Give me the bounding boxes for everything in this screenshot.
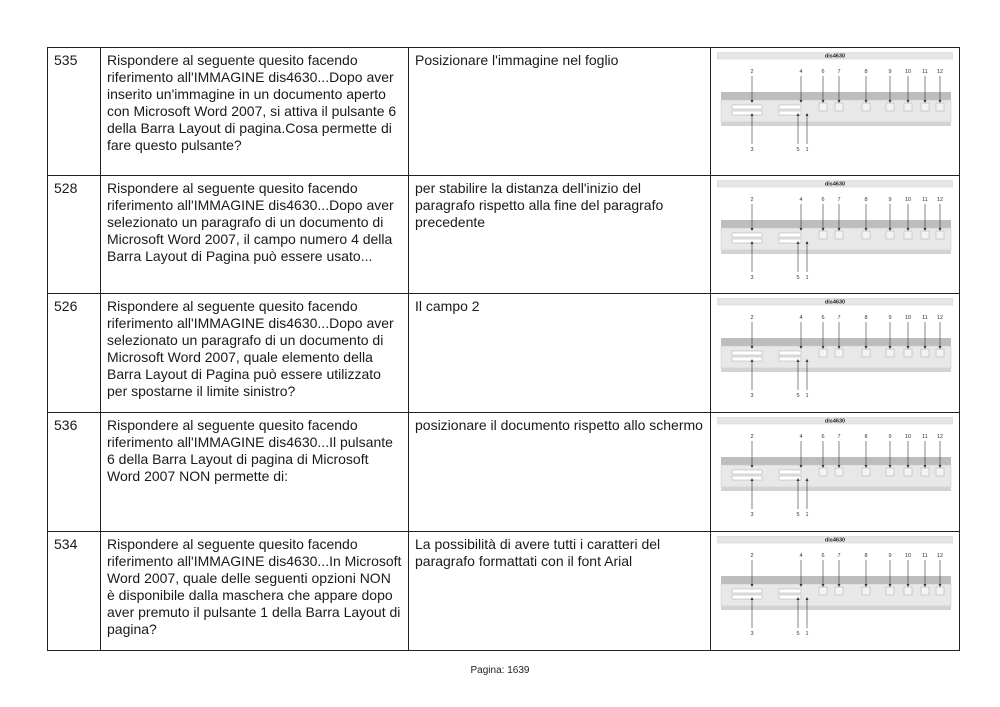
callout-number: 2 [750,553,754,559]
answer-cell [409,176,711,294]
callout-number: 3 [750,512,754,518]
figure-title: dis4630 [824,418,846,425]
figure-title: dis4630 [824,53,846,60]
callout-number: 12 [936,69,944,75]
figure-cell [711,532,960,651]
callout-number: 5 [796,393,800,399]
callout-number: 11 [922,315,928,321]
answer-cell [409,532,711,651]
callout-number: 6 [821,434,825,440]
callout-number: 10 [904,315,912,321]
callout-number: 3 [750,393,754,399]
layout-toolbar-diagram [717,298,953,404]
question-text: Rispondere al seguente quesito facendo riferimento all'IMMAGINE dis4630...Dopo aver inserito un'immagine in un documento aperto con Microsoft Word 2007, si attiva il pulsante 6 della Barra Layout di pagina.Cosa permette di fare questo pulsante? [107,52,397,153]
figure-cell [711,48,960,176]
layout-toolbar-diagram [717,417,953,523]
question-cell [101,413,409,532]
callout-number: 4 [799,553,803,559]
callout-number: 6 [821,69,825,75]
callout-number: 10 [904,434,912,440]
callout-number: 4 [799,197,803,203]
callout-number: 5 [796,147,800,153]
callout-number: 9 [888,315,892,321]
callout-number: 2 [750,197,754,203]
question-id: 535 [54,52,78,68]
question-cell [101,532,409,651]
callout-number: 10 [904,197,912,203]
answer-text: posizionare il documento rispetto allo schermo [415,417,703,433]
callout-number: 9 [888,553,892,559]
callout-number: 1 [805,147,809,153]
question-id-cell [48,532,101,651]
question-id: 528 [54,180,78,196]
callout-number: 8 [864,315,868,321]
callout-number: 9 [888,434,892,440]
question-cell [101,294,409,413]
question-id: 526 [54,298,78,314]
figure-cell [711,294,960,413]
callout-number: 7 [837,553,841,559]
answer-text: La possibilità di avere tutti i caratteri del paragrafo formattati con il font Arial [415,536,661,569]
layout-toolbar-diagram [717,536,953,642]
callout-number: 11 [922,69,928,75]
question-text: Rispondere al seguente quesito facendo riferimento all'IMMAGINE dis4630...In Microsoft Word 2007, quale delle seguenti opzioni NON è disponibile dalla maschera che appare dopo aver premuto il pulsante 1 della Barra Layout di pagina? [107,536,402,637]
question-id-cell [48,48,101,176]
answer-text: Il campo 2 [415,298,480,314]
callout-number: 12 [936,553,944,559]
callout-number: 11 [922,434,928,440]
question-id: 536 [54,417,78,433]
figure-cell [711,176,960,294]
callout-number: 2 [750,315,754,321]
callout-number: 8 [864,553,868,559]
question-row [48,176,960,294]
question-row [48,413,960,532]
callout-number: 1 [805,631,809,637]
question-text: Rispondere al seguente quesito facendo riferimento all'IMMAGINE dis4630...Il pulsante 6 della Barra Layout di pagina di Microsoft Word 2007 NON permette di: [107,417,393,484]
callout-number: 4 [799,315,803,321]
callout-number: 7 [837,69,841,75]
figure-title: dis4630 [824,181,846,188]
layout-toolbar-diagram [717,180,953,286]
question-cell [101,48,409,176]
figure-cell [711,413,960,532]
question-id-cell [48,413,101,532]
question-row [48,532,960,651]
callout-number: 5 [796,275,800,281]
callout-number: 3 [750,631,754,637]
question-row [48,48,960,176]
question-id-cell [48,176,101,294]
page-footer: Pagina: 1639 [470,665,530,676]
callout-number: 11 [922,197,928,203]
callout-number: 3 [750,275,754,281]
callout-number: 6 [821,315,825,321]
callout-number: 12 [936,197,944,203]
layout-toolbar-diagram [717,52,953,158]
callout-number: 7 [837,434,841,440]
answer-cell [409,413,711,532]
callout-number: 7 [837,315,841,321]
question-row [48,294,960,413]
question-cell [101,176,409,294]
callout-number: 1 [805,275,809,281]
question-id-cell [48,294,101,413]
answer-cell [409,48,711,176]
callout-number: 5 [796,512,800,518]
callout-number: 12 [936,434,944,440]
callout-number: 5 [796,631,800,637]
callout-number: 9 [888,197,892,203]
callout-number: 11 [922,553,928,559]
callout-number: 4 [799,69,803,75]
callout-number: 8 [864,197,868,203]
callout-number: 7 [837,197,841,203]
callout-number: 6 [821,197,825,203]
figure-title: dis4630 [824,537,846,544]
question-id: 534 [54,536,78,552]
callout-number: 10 [904,69,912,75]
answer-cell [409,294,711,413]
callout-number: 8 [864,69,868,75]
callout-number: 10 [904,553,912,559]
answer-text: per stabilire la distanza dell'inizio del paragrafo rispetto alla fine del paragrafo precedente [415,180,664,230]
question-text: Rispondere al seguente quesito facendo riferimento all'IMMAGINE dis4630...Dopo aver selezionato un paragrafo di un documento di Microsoft Word 2007, quale elemento della Barra Layout di Pagina può essere utilizzato per spostarne il limite sinistro? [107,298,394,399]
callout-number: 4 [799,434,803,440]
callout-number: 2 [750,69,754,75]
callout-number: 6 [821,553,825,559]
questions-table [47,47,960,651]
callout-number: 1 [805,393,809,399]
callout-number: 1 [805,512,809,518]
callout-number: 12 [936,315,944,321]
question-text: Rispondere al seguente quesito facendo riferimento all'IMMAGINE dis4630...Dopo aver selezionato un paragrafo di un documento di Microsoft Word 2007, il campo numero 4 della Barra Layout di Pagina può essere usato... [107,180,394,264]
callout-number: 8 [864,434,868,440]
callout-number: 2 [750,434,754,440]
callout-number: 9 [888,69,892,75]
figure-title: dis4630 [824,299,846,306]
answer-text: Posizionare l'immagine nel foglio [415,52,619,68]
callout-number: 3 [750,147,754,153]
